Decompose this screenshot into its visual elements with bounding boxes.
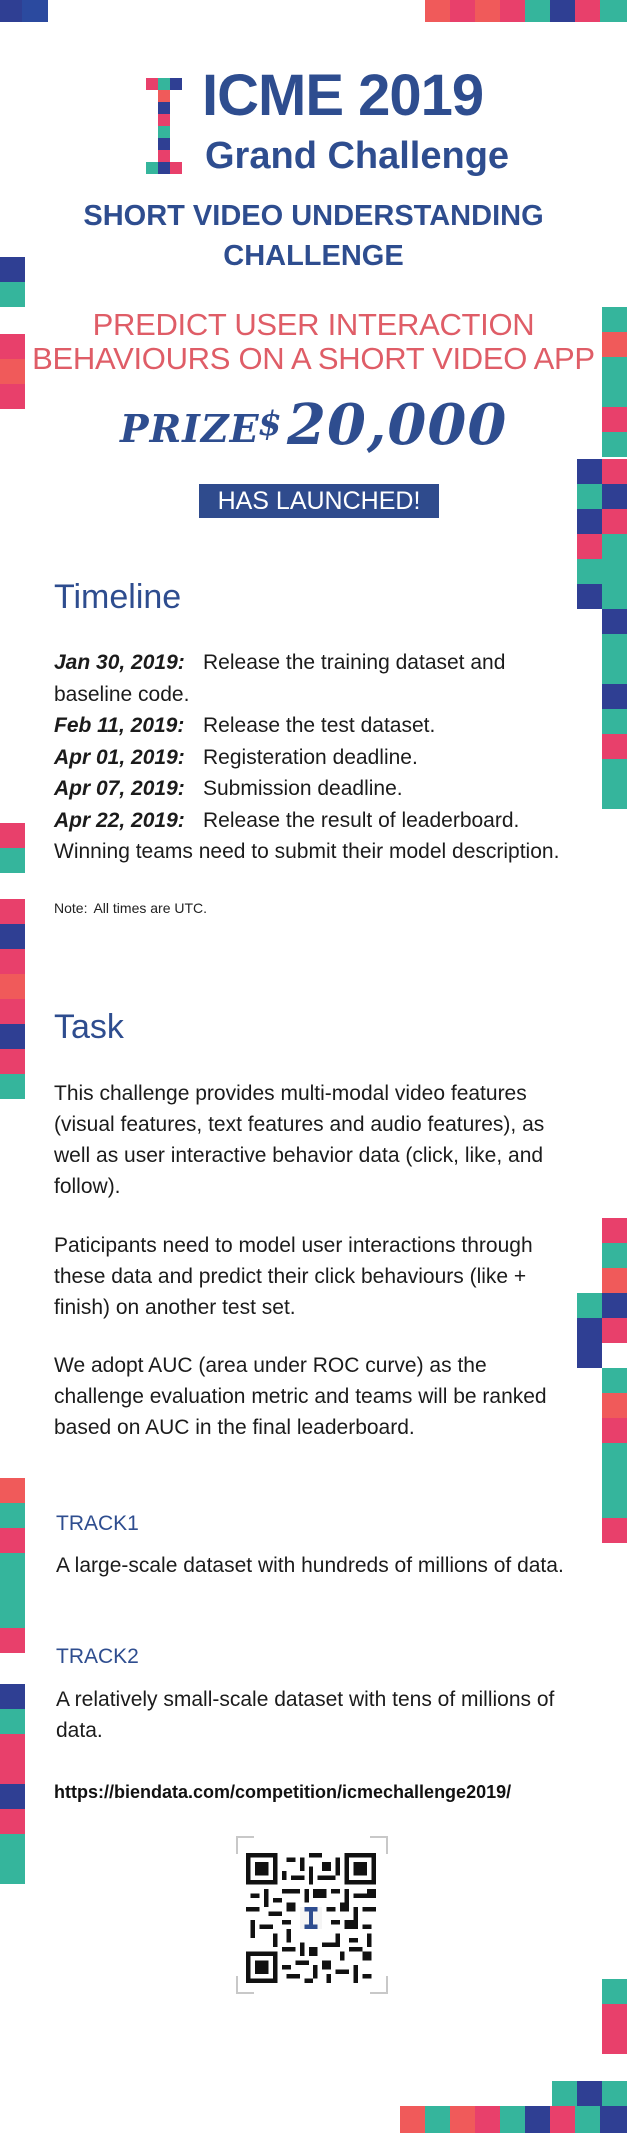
note-label: Note: [54,900,88,916]
decor-tile [602,559,627,584]
decor-tile [602,2081,627,2106]
qr-code-frame [236,1836,388,1994]
timeline-date: Apr 07, 2019: [54,777,185,800]
decor-tile [0,823,25,848]
decor-tile [602,609,627,634]
task-title: Task [54,1008,124,1046]
timeline-note [54,898,454,918]
decor-tile [525,0,550,22]
decor-tile [602,332,627,357]
decor-tile [0,949,25,974]
decor-tile [550,0,575,22]
decor-tile [602,1243,627,1268]
decor-tile [602,1493,627,1518]
decor-tile [22,0,48,22]
decor-tile [400,2106,425,2133]
timeline-entry [54,742,574,774]
prize-banner [118,392,508,458]
decor-tile [602,2004,627,2029]
challenge-description-heading: PREDICT USER INTERACTION BEHAVIOURS ON A SHORT VIDEO APP [32,307,595,376]
decor-tile [450,0,475,22]
decor-tile [577,509,602,534]
task-paragraph: Paticipants need to model user interactions through these data and predict their click behaviours (like + finish) on another test set. [54,1234,533,1319]
decor-tile [600,0,627,22]
decor-tile [0,257,25,282]
decor-tile [0,1684,25,1709]
decor-tile [602,759,627,784]
decor-tile [0,0,22,22]
timeline-text: Release the result of leaderboard. Winning teams need to submit their model description. [54,808,560,863]
competition-link[interactable]: https://biendata.com/competition/icmechallenge2019/ [54,1782,512,1802]
decor-tile [602,1393,627,1418]
decor-tile [602,1218,627,1243]
decor-tile [0,282,25,307]
decor-tile [602,1468,627,1493]
decor-tile [577,1343,602,1368]
decor-tile [602,1418,627,1443]
decor-tile [0,999,25,1024]
timeline-list [54,647,574,868]
decor-tile [0,334,25,359]
decor-tile [602,307,627,332]
decor-tile [602,784,627,809]
decor-tile [0,384,25,409]
decor-tile [0,1784,25,1809]
decor-tile [0,1809,25,1834]
decor-tile [550,2106,575,2133]
timeline-text: Release the test dataset. [203,714,436,737]
qr-corner [236,1836,254,1854]
track2-description: A relatively small-scale dataset with tens of millions of data. [56,1688,555,1742]
decor-tile [602,484,627,509]
track2-title: TRACK2 [56,1645,139,1668]
prize-label: PRIZE [120,406,260,451]
decor-tile [500,0,525,22]
decor-tile [425,0,450,22]
decor-tile [450,2106,475,2133]
decor-tile [0,974,25,999]
decor-tile [0,359,25,384]
decor-tile [602,734,627,759]
decor-tile [0,1628,25,1653]
decor-tile [552,2081,577,2106]
timeline-text: Registeration deadline. [203,745,418,769]
decor-tile [0,1553,25,1578]
icme-logo-icon [146,78,182,176]
decor-tile [0,1578,25,1603]
decor-tile [602,634,627,659]
decor-tile [0,1049,25,1074]
decor-tile [0,1734,25,1759]
qr-code-icon [246,1853,376,1983]
decor-tile [0,1478,25,1503]
decor-tile [602,684,627,709]
timeline-entry [54,805,574,868]
timeline-date: Feb 11, 2019: [54,714,185,737]
decor-tile [0,1603,25,1628]
decor-tile [575,0,600,22]
decor-tile [425,2106,450,2133]
decor-tile [0,1074,25,1099]
decor-tile [602,407,627,432]
decor-tile [0,1024,25,1049]
decor-tile [602,382,627,407]
decor-tile [525,2106,550,2133]
decor-tile [602,584,627,609]
timeline-entry [54,647,574,710]
note-text: All times are UTC. [93,900,208,916]
decor-tile [602,1979,627,2004]
decor-tile [602,709,627,734]
decor-tile [0,1759,25,1784]
launch-badge: HAS LAUNCHED! [199,484,439,518]
decor-tile [0,1503,25,1528]
decor-tile [577,1293,602,1318]
decor-tile [577,484,602,509]
decor-tile [600,2106,627,2133]
timeline-title: Timeline [54,578,182,616]
track1-description: A large-scale dataset with hundreds of millions of data. [56,1554,564,1577]
decor-tile [0,848,25,873]
decor-tile [602,659,627,684]
decor-tile [602,1368,627,1393]
decor-tile [577,459,602,484]
timeline-entry [54,710,574,742]
decor-tile [602,2029,627,2054]
decor-tile [0,1528,25,1553]
track1-title: TRACK1 [56,1512,139,1535]
decor-tile [475,2106,500,2133]
decor-tile [602,432,627,457]
decor-tile [500,2106,525,2133]
decor-tile [577,559,602,584]
qr-corner [370,1836,388,1854]
decor-tile [602,1518,627,1543]
decor-tile [0,899,25,924]
prize-amount: 20,000 [287,392,508,458]
decor-tile [602,357,627,382]
decor-tile [575,2106,600,2133]
decor-tile [577,534,602,559]
timeline-date: Apr 01, 2019: [54,745,185,769]
event-subtitle: Grand Challenge [205,135,510,177]
decor-tile [577,584,602,609]
decor-tile [602,459,627,484]
task-paragraph: We adopt AUC (area under ROC curve) as the challenge evaluation metric and teams will be ranked based on AUC in the final leaderboard. [54,1354,547,1439]
timeline-text: Release the training dataset and baseline code. [54,651,506,706]
decor-tile [0,1834,25,1859]
decor-tile [0,924,25,949]
decor-tile [602,1268,627,1293]
prize-currency: $ [258,404,282,444]
decor-tile [602,534,627,559]
timeline-date: Jan 30, 2019: [54,651,185,674]
event-title: ICME 2019 [202,63,484,128]
decor-tile [602,1293,627,1318]
timeline-date: Apr 22, 2019: [54,808,185,832]
decor-tile [602,509,627,534]
decor-tile [577,1318,602,1343]
decor-tile [577,2081,602,2106]
decor-tile [602,1318,627,1343]
timeline-text: Submission deadline. [203,777,403,800]
decor-tile [475,0,500,22]
decor-tile [602,1443,627,1468]
challenge-title: SHORT VIDEO UNDERSTANDING CHALLENGE [83,200,544,272]
timeline-entry [54,773,574,805]
decor-tile [0,1709,25,1734]
task-paragraph: This challenge provides multi-modal video features (visual features, text features and audio features), as well as user interactive behavior data (click, like, and follow). [54,1082,545,1198]
decor-tile [0,1859,25,1884]
